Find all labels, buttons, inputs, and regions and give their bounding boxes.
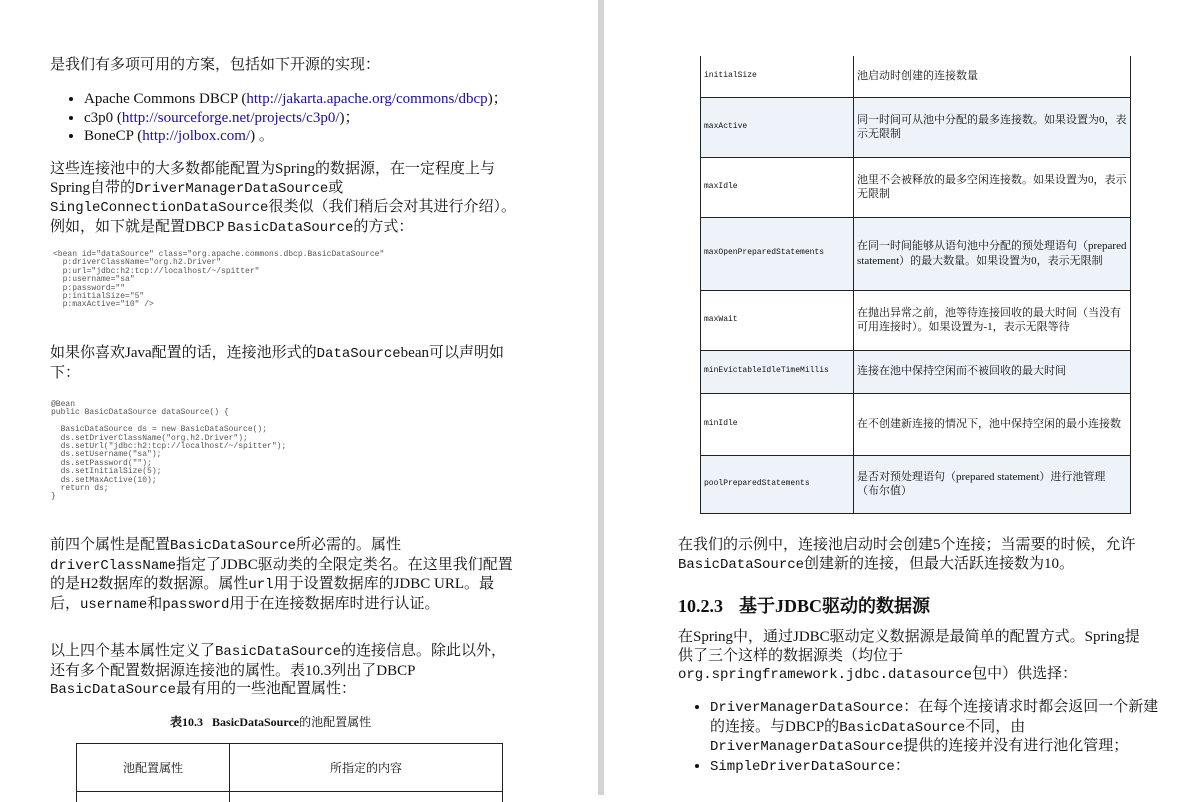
- property-name: poolPreparedStatements: [701, 455, 854, 513]
- code-inline: SingleConnectionDataSource: [50, 200, 269, 216]
- property-name: minIdle: [701, 393, 854, 455]
- table-row: [701, 350, 1131, 393]
- code-line: @Bean: [51, 400, 76, 409]
- table-row: [701, 56, 1131, 97]
- code-line: ds.setMaxActive(10);: [51, 475, 157, 485]
- code-inline: SimpleDriverDataSource: [710, 758, 895, 775]
- code-inline: BasicDataSource: [50, 682, 177, 698]
- code-inline: BasicDataSource: [215, 644, 342, 660]
- code-line: <bean id="dataSource" class="org.apache.commons.dbcp.BasicDataSource": [53, 250, 385, 259]
- link-c3p0[interactable]: http://sourceforge.net/projects/c3p0/: [121, 109, 340, 126]
- code-inline: BasicDataSource: [839, 719, 966, 736]
- text: bean可以声明如下：: [50, 345, 504, 381]
- property-description: 同一时间可从池中分配的最多连接数。如果设置为0，表示无限制: [854, 97, 1131, 157]
- datasource-list: [692, 698, 1166, 776]
- link-dbcp[interactable]: http://jakarta.apache.org/commons/dbcp: [246, 91, 488, 107]
- code-inline: DriverManagerDataSource: [135, 180, 329, 197]
- code-line: p:password="": [53, 283, 126, 293]
- code-line: p:driverClassName="org.h2.Driver": [53, 258, 222, 268]
- header-property: 池配置属性: [77, 744, 230, 792]
- text: 最有用的一些池配置属性：: [176, 681, 357, 697]
- table-row: [701, 455, 1131, 513]
- property-description: 在抛出异常之前，池等待连接回收的最大时间（当没有可用连接时）。如果设置为-1，表示无限等待: [854, 290, 1131, 350]
- item-name: Apache Commons DBCP (: [84, 91, 247, 107]
- code-line: ds.setUrl("jdbc:h2:tcp://localhost/~/spitter");: [51, 442, 287, 452]
- pool-properties-table: [700, 56, 1131, 514]
- code-inline: BasicDataSource: [678, 556, 805, 573]
- pool-table-header: [76, 743, 503, 802]
- code-inline: username: [80, 596, 148, 613]
- text: 很类似（我们稍后会对其进行介绍）。例如，如下就是配置DBCP: [50, 199, 516, 235]
- paragraph: [50, 536, 520, 614]
- text: 这些连接池中的大多数都能配置为Spring的数据源，在一定程度上与Spring自带的: [50, 161, 496, 196]
- property-description: 池里不会被释放的最多空闲连接数。如果设置为0，表示无限制: [854, 157, 1131, 217]
- paragraph: [678, 628, 1152, 685]
- property-name: initialSize: [701, 56, 854, 97]
- section-title: 基于JDBC驱动的数据源: [739, 596, 931, 616]
- list-item: [84, 127, 508, 146]
- text: 用于在连接数据库时进行认证。: [229, 595, 440, 612]
- code-line: p:url="jdbc:h2:tcp://localhost/~/spitter": [53, 266, 260, 276]
- header-description: 所指定的内容: [230, 744, 503, 792]
- code-inline: DriverManagerDataSource: [710, 700, 904, 716]
- text: ：在每个连接请求时都会返回一个新建的连接。与DBCP的: [710, 699, 1159, 735]
- left-page: [0, 0, 598, 795]
- item-name: BoneCP (: [84, 128, 143, 144]
- paragraph: [50, 160, 522, 237]
- section-heading: [678, 592, 930, 618]
- code-inline: org.springframework.jdbc.datasource: [678, 667, 973, 683]
- code-line: public BasicDataSource dataSource() {: [51, 408, 229, 418]
- intro-text: 是我们有多项可用的方案，包括如下开源的实现：: [50, 57, 381, 73]
- code-inline: DriverManagerDataSource: [710, 739, 904, 755]
- link-bonecp[interactable]: http://jolbox.com/: [142, 128, 251, 144]
- property-name: maxActive: [701, 97, 854, 157]
- code-line: return ds;: [51, 484, 109, 494]
- property-description: 是否对预处理语句（prepared statement）进行池管理（布尔值）: [854, 455, 1131, 513]
- text: 前四个属性是配置: [50, 537, 171, 553]
- text: 不同，由: [965, 718, 1026, 735]
- code-line: BasicDataSource ds = new BasicDataSource();: [51, 425, 268, 435]
- code-inline: BasicDataSource: [170, 538, 297, 554]
- table-row: [701, 157, 1131, 217]
- list-item: [710, 757, 1166, 777]
- caption-text: 的池配置属性: [299, 715, 372, 729]
- code-inline: DataSource: [316, 346, 401, 362]
- caption-number: 表10.3: [170, 715, 204, 729]
- list-item: [710, 698, 1166, 757]
- property-name: maxWait: [701, 290, 854, 350]
- paragraph: [678, 536, 1150, 574]
- right-page: [604, 0, 1198, 795]
- text: 所必需的。属性: [296, 537, 402, 553]
- table-row: [701, 393, 1131, 455]
- caption-class: BasicDataSource: [212, 715, 300, 729]
- code-line: ds.setInitialSize(5);: [51, 467, 162, 477]
- property-name: maxIdle: [701, 157, 854, 217]
- text: 的方式：: [353, 218, 414, 235]
- paragraph: [50, 344, 522, 382]
- table-row: [701, 217, 1131, 290]
- code-line: }: [51, 492, 56, 502]
- code-inline: BasicDataSource: [227, 219, 354, 236]
- section-number: 10.2.3: [678, 596, 723, 616]
- table-row: [701, 290, 1131, 350]
- xml-code-block: [53, 251, 384, 310]
- code-line: p:username="sa": [53, 275, 135, 285]
- item-tail: ) 。: [250, 128, 274, 144]
- pool-list: [66, 90, 508, 146]
- property-name: maxOpenPreparedStatements: [701, 217, 854, 290]
- property-description: 池启动时创建的连接数量: [854, 56, 1131, 97]
- code-inline: password: [162, 596, 230, 613]
- code-line: ds.setDriverClassName("org.h2.Driver");: [51, 433, 248, 443]
- paragraph: [50, 642, 520, 700]
- code-line: p:maxActive="10" />: [53, 300, 154, 310]
- list-item: [84, 90, 508, 109]
- code-inline: driverClassName: [50, 557, 177, 574]
- java-code-block: [51, 401, 286, 502]
- table-row: [701, 97, 1131, 157]
- text: 创建新的连接，但最大活跃连接数为10。: [804, 555, 1075, 572]
- code-line: ds.setPassword("");: [51, 458, 152, 468]
- item-name: c3p0 (: [84, 109, 122, 126]
- text: 在Spring中，通过JDBC驱动定义数据源是最简单的配置方式。Spring提供了三个这样的数据源类（均位于: [678, 629, 1140, 664]
- text: 用于设置数据库的JDBC URL。最后，: [50, 576, 494, 612]
- property-name: minEvictableIdleTimeMillis: [701, 350, 854, 393]
- text: 包中）供选择：: [972, 666, 1078, 682]
- code-line: p:initialSize="5": [53, 292, 145, 302]
- property-description: 在不创建新连接的情况下，池中保持空闲的最小连接数: [854, 393, 1131, 455]
- text: ：: [894, 757, 910, 774]
- text: 以上四个基本属性定义了: [50, 643, 216, 659]
- item-tail: )；: [487, 91, 508, 107]
- text: 如果你喜欢Java配置的话，连接池形式的: [50, 345, 317, 361]
- text: 的连接信息。除此以外，还有多个配置数据源连接池的属性。表10.3列出了DBCP: [50, 643, 507, 679]
- code-line: ds.setUsername("sa");: [51, 450, 162, 460]
- text: 或: [328, 179, 344, 196]
- item-tail: )；: [339, 109, 360, 126]
- text: 提供的连接并没有进行池化管理；: [903, 738, 1129, 754]
- list-item: [84, 109, 508, 128]
- text: 和: [147, 595, 163, 612]
- table-caption: [170, 713, 371, 730]
- property-description: 连接在池中保持空闲而不被回收的最大时间: [854, 350, 1131, 393]
- text: 在我们的示例中，连接池启动时会创建5个连接；当需要的时候，允许: [678, 537, 1136, 553]
- property-description: 在同一时间能够从语句池中分配的预处理语句（prepared statement）的最大数量。如果设置为0，表示无限制: [854, 217, 1131, 290]
- code-inline: url: [248, 577, 274, 593]
- text: 指定了JDBC驱动类的全限定类名。在这里我们配置的是H2数据库的数据源。属性: [50, 556, 513, 592]
